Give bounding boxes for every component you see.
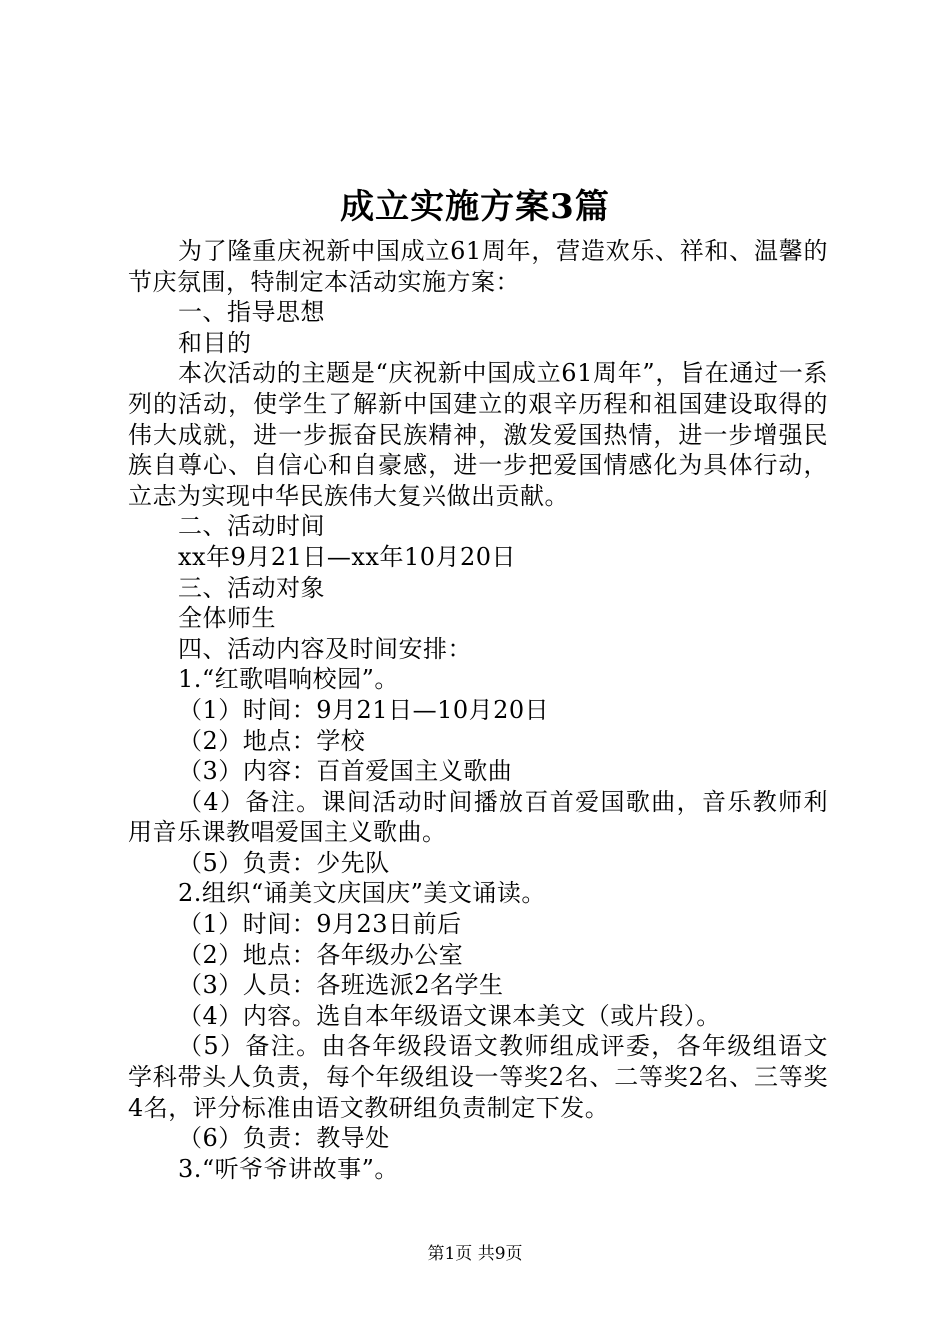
heading-activity-target: 三、活动对象 (178, 573, 325, 602)
activity-time-range: xx年9月21日—xx年10月20日 (178, 542, 517, 571)
heading-activity-time: 二、活动时间 (178, 512, 325, 541)
item-1-title: 1.“红歌唱响校园”。 (178, 665, 399, 694)
item-2-owner: （6）负责：教导处 (178, 1124, 390, 1153)
item-1-owner: （5）负责：少先队 (178, 848, 390, 877)
document-title: 成立实施方案3篇 (340, 187, 610, 227)
item-1-time: （1）时间：9月21日—10月20日 (178, 695, 550, 724)
item-2-remark: （5）备注。由各年级段语文教师组成评委，各年级组语文学科带头人负责，每个年级组设一等奖2名、二等奖2名、三等奖4名，评分标准由语文教研组负责制定下发。 (128, 1032, 828, 1122)
paragraph-theme: 本次活动的主题是“庆祝新中国成立61周年”，旨在通过一系列的活动，使学生了解新中国建立的艰辛历程和祖国建设取得的伟大成就，进一步振奋民族精神，激发爱国热情，进一步增强民族自尊心、自信心和自豪感，进一步把爱国情感化为具体行动，立志为实现中华民族伟大复兴做出贡献。 (128, 359, 828, 510)
paragraph-intro: 为了隆重庆祝新中国成立61周年，营造欢乐、祥和、温馨的节庆氛围，特制定本活动实施方案： (128, 237, 828, 296)
item-2-place: （2）地点：各年级办公室 (178, 940, 464, 969)
activity-target: 全体师生 (178, 604, 276, 633)
item-1-place: （2）地点：学校 (178, 726, 366, 755)
item-2-content: （4）内容。选自本年级语文课本美文（或片段）。 (178, 1001, 721, 1030)
item-2-time: （1）时间：9月23日前后 (178, 910, 462, 939)
heading-purpose: 和目的 (178, 328, 252, 357)
item-2-title: 2.组织“诵美文庆国庆”美文诵读。 (178, 879, 546, 908)
item-1-content: （3）内容：百首爱国主义歌曲 (178, 757, 513, 786)
page-footer: 第1页 共9页 (427, 1244, 523, 1264)
document-body (128, 236, 828, 1184)
item-2-people: （3）人员：各班选派2名学生 (178, 971, 504, 1000)
heading-guiding-thought: 一、指导思想 (178, 298, 325, 327)
item-3-title: 3.“听爷爷讲故事”。 (178, 1154, 399, 1183)
heading-activity-content: 四、活动内容及时间安排： (178, 634, 472, 663)
item-1-remark: （4）备注。课间活动时间播放百首爱国歌曲，音乐教师利用音乐课教唱爱国主义歌曲。 (128, 787, 828, 847)
